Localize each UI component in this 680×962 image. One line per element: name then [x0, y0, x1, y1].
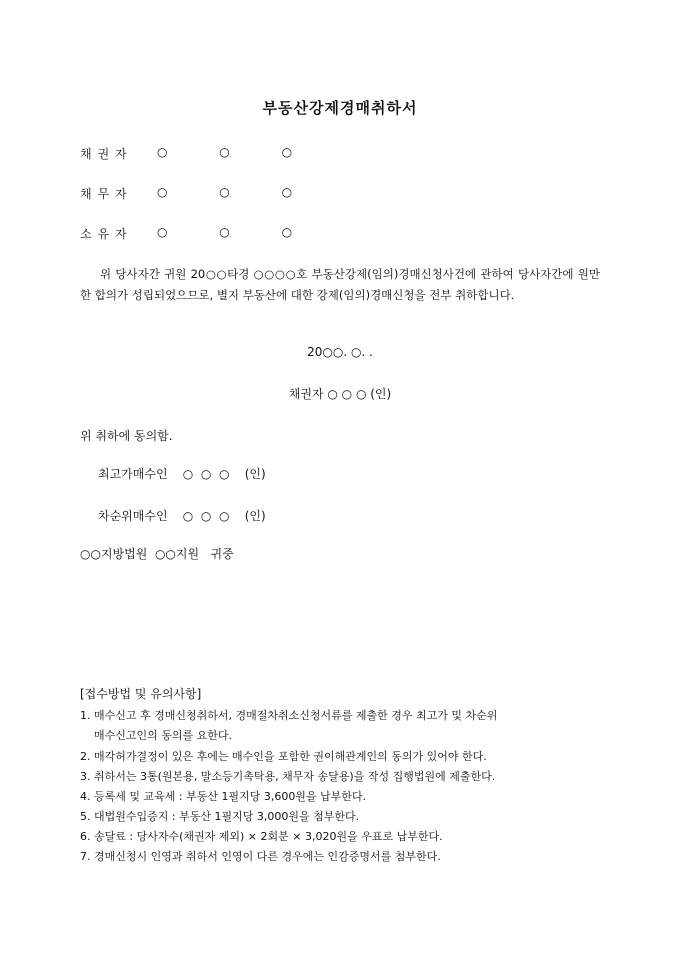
- note-text: 경매신청시 인영과 취하서 인영이 다른 경우에는 인감증명서를 첨부한다.: [94, 850, 441, 863]
- note-number: 7.: [80, 850, 91, 863]
- consent-signer-highest-bidder: 최고가매수인 ○ ○ ○ (인): [98, 467, 266, 481]
- note-text: 취하서는 3통(원본용, 말소등기촉탁용, 채무자 송달용)을 작성 집행법원에 제출한다.: [94, 770, 496, 783]
- note-item: [80, 748, 610, 764]
- note-text: 매수신고 후 경매신청취하서, 경매절차취소신청서류를 제출한 경우 최고가 및 차순위: [94, 709, 498, 722]
- note-number: 2.: [80, 750, 91, 763]
- note-item: [80, 848, 610, 864]
- party-name-debtor: ○ ○ ○: [157, 185, 317, 199]
- note-item: [80, 768, 610, 784]
- document-title: 부동산강제경매취하서: [262, 99, 418, 117]
- note-item: [80, 828, 610, 844]
- note-text-continued: 매수신고인의 동의를 요한다.: [94, 729, 233, 742]
- note-item: [80, 788, 610, 804]
- note-number: 5.: [80, 810, 91, 823]
- consent-statement: 위 취하에 동의함.: [80, 429, 173, 443]
- party-name-creditor: ○ ○ ○: [157, 145, 317, 159]
- note-text: 매각허가결정이 있은 후에는 매수인을 포함한 권이해관계인의 동의가 있어야 한다.: [94, 750, 487, 763]
- note-item: [80, 808, 610, 824]
- court-addressee: ○○지방법원 ○○지원 귀중: [80, 547, 234, 561]
- creditor-signature: 채권자 ○ ○ ○ (인): [288, 387, 392, 401]
- note-text: 등록세 및 교육세 : 부동산 1필지당 3,600원을 납부한다.: [94, 790, 367, 803]
- note-number: 1.: [80, 709, 91, 722]
- note-number: 3.: [80, 770, 91, 783]
- party-name-owner: ○ ○ ○: [157, 225, 317, 239]
- party-label-owner: 소유자: [80, 227, 133, 241]
- document-date: 20○○. ○. .: [307, 345, 373, 359]
- notes-header: [접수방법 및 유의사항]: [80, 687, 202, 701]
- consent-signer-second-bidder: 차순위매수인 ○ ○ ○ (인): [98, 509, 266, 523]
- note-item: [80, 707, 610, 723]
- party-label-debtor: 채무자: [80, 187, 133, 201]
- note-number: 4.: [80, 790, 91, 803]
- note-text: 송달료 : 당사자수(채권자 제외) × 2회분 × 3,020원을 우표로 납부한다.: [94, 830, 443, 843]
- note-number: 6.: [80, 830, 91, 843]
- body-paragraph: 위 당사자간 귀원 20○○타경 ○○○○호 부동산강제(임의)경매신청사건에 관하여 당사자간에 원만한 합의가 성립되었으므로, 별지 부동산에 대한 강제(임의)경매신청을 전부 취하합니다.: [80, 267, 600, 302]
- note-text: 대법원수입증지 : 부동산 1필지당 3,000원을 첨부한다.: [94, 810, 360, 823]
- party-label-creditor: 채권자: [80, 147, 133, 161]
